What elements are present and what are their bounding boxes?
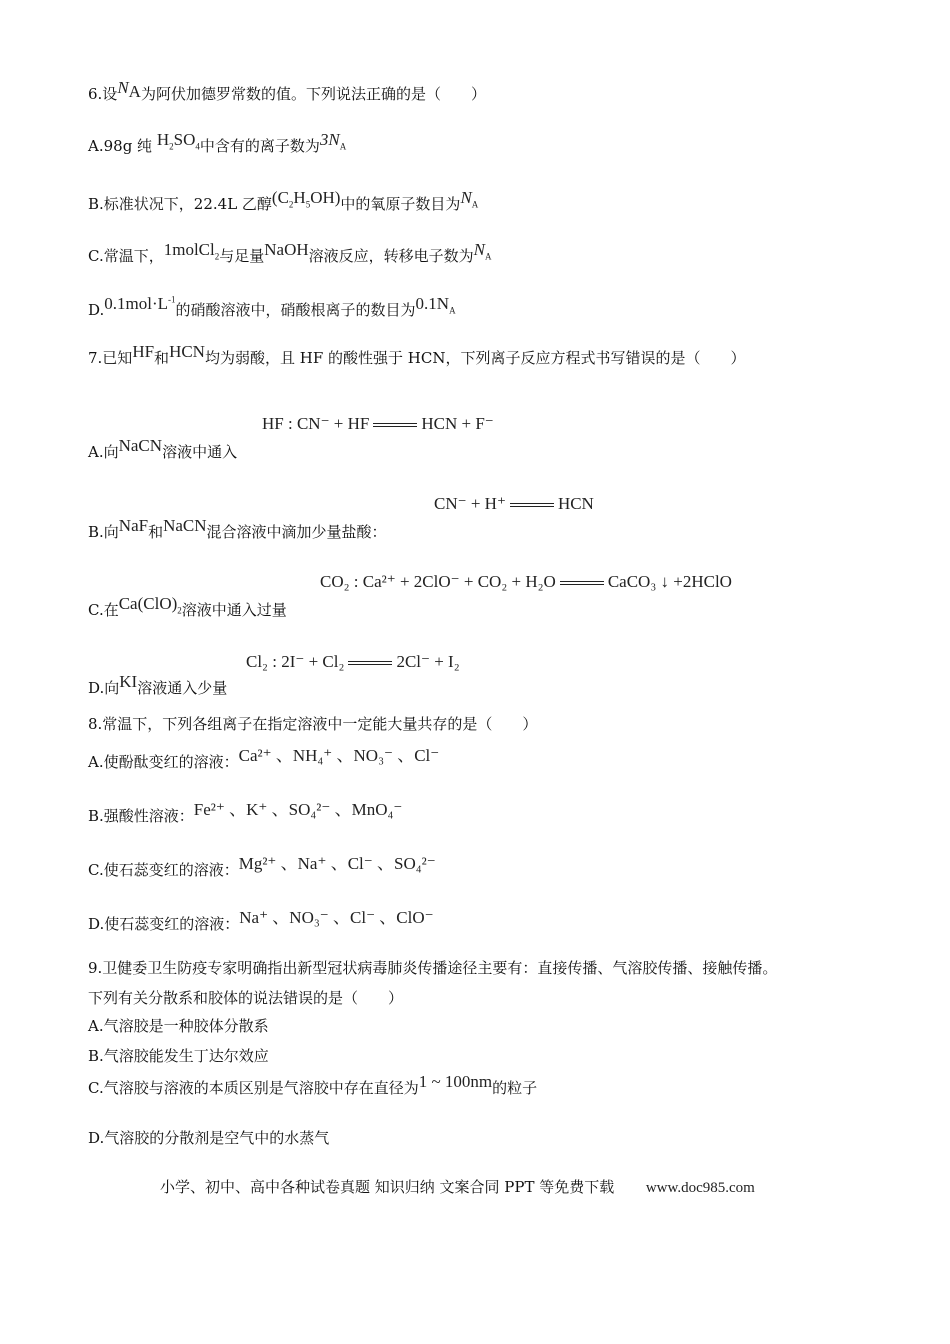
equals-double-line	[510, 503, 554, 507]
q9-option-a: A.气溶胶是一种胶体分散系	[88, 1017, 269, 1035]
q6-option-d: $D.0.1mol\cdot L^{-1}$的硝酸溶液中，硝酸根离子的数目为$0.1N_A$	[88, 294, 456, 319]
q6-option-a: A.98g 纯 $H_2SO_4$中含有的离子数为$3N_A$	[88, 130, 347, 155]
q9-stem-line1: 9.卫健委卫生防疫专家明确指出新型冠状病毒肺炎传播途径主要有：直接传播、气溶胶传播、接触传播。	[88, 959, 778, 977]
q8-option-c: C.使石蕊变红的溶液：Mg²⁺ 、Na⁺ 、Cl⁻ 、SO₄²⁻	[88, 854, 436, 879]
equals-double-line	[348, 661, 392, 665]
q7-b-equation: CN⁻ + H⁺ HCN	[434, 494, 594, 513]
q7-option-a: A.向NaCN溶液中通入	[88, 436, 238, 461]
q7-option-d: D.向KI溶液通入少量	[88, 672, 228, 697]
q6-stem: 6.设$N_A$为阿伏加德罗常数的值。下列说法正确的是（ ）	[88, 78, 486, 103]
q7-d-equation: Cl₂ : 2I⁻ + Cl₂ 2Cl⁻ + I₂	[246, 652, 460, 671]
footer-text: 小学、初中、高中各种试卷真题 知识归纳 文案合同 PPT 等免费下载	[160, 1178, 615, 1196]
q7-stem: 7.已知HF和HCN均为弱酸，且 HF 的酸性强于 HCN，下列离子反应方程式书写错误的是（ ）	[88, 342, 746, 367]
equals-double-line	[373, 423, 417, 427]
q6-option-b: B.标准状况下，22.4L 乙醇$(C_2H_5OH)$中的氧原子数目为$N_A$	[88, 188, 479, 213]
q7-option-c: C.在$Ca(ClO)_2$溶液中通入过量	[88, 594, 287, 619]
q6-option-c: C.常温下，1molCl$_2$与足量NaOH溶液反应，转移电子数为$N_A$	[88, 240, 492, 265]
equals-double-line	[560, 581, 604, 585]
q7-c-equation: CO₂ : Ca²⁺ + 2ClO⁻ + CO₂ + H₂O CaCO₃ ↓ +2HClO	[320, 572, 732, 591]
q7-a-equation: HF : CN⁻ + HF HCN + F⁻	[262, 414, 494, 433]
q8-option-b: B.强酸性溶液：Fe²⁺ 、K⁺ 、SO₄²⁻ 、MnO₄⁻	[88, 800, 403, 825]
q9-option-b: B.气溶胶能发生丁达尔效应	[88, 1047, 269, 1065]
q8-option-d: D.使石蕊变红的溶液：Na⁺ 、NO₃⁻ 、Cl⁻ 、ClO⁻	[88, 908, 434, 933]
footer-link[interactable]: www.doc985.com	[645, 1180, 755, 1196]
q9-stem-line2: 下列有关分散系和胶体的说法错误的是（ ）	[88, 989, 404, 1007]
q8-option-a: A.使酚酞变红的溶液：Ca²⁺ 、NH₄⁺ 、NO₃⁻ 、Cl⁻	[88, 746, 440, 771]
q9-option-c: C.气溶胶与溶液的本质区别是气溶胶中存在直径为1 ~ 100nm的粒子	[88, 1072, 538, 1097]
q8-stem: 8.常温下，下列各组离子在指定溶液中一定能大量共存的是（ ）	[88, 715, 538, 733]
page-footer	[160, 1176, 755, 1197]
q9-option-d: D.气溶胶的分散剂是空气中的水蒸气	[88, 1129, 330, 1147]
q7-option-b: B.向NaF和NaCN混合溶液中滴加少量盐酸：	[88, 516, 387, 541]
